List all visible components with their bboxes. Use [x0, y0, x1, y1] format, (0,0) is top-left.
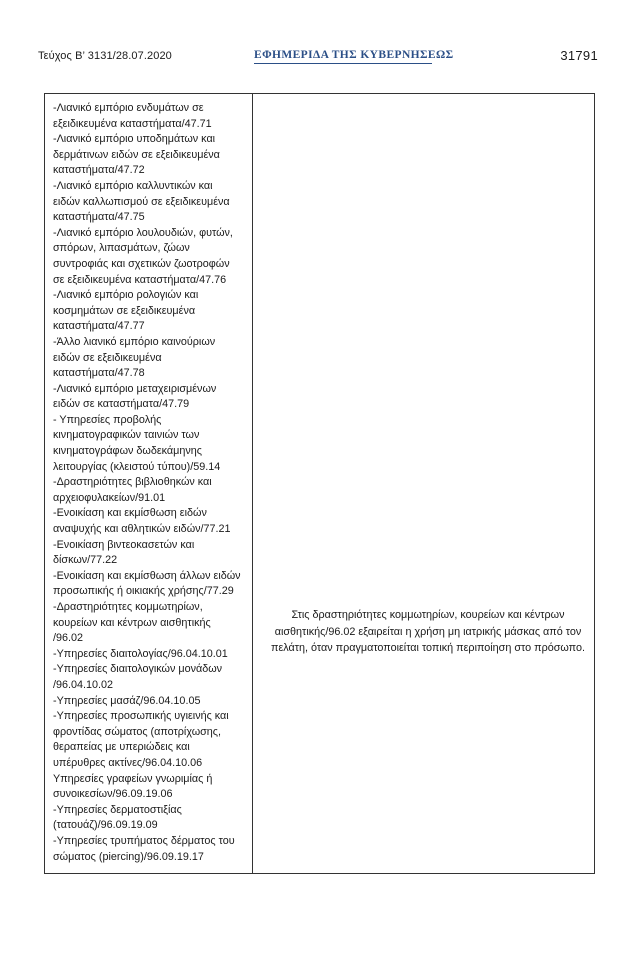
- activity-line: φροντίδας σώματος (αποτρίχωσης,: [53, 725, 222, 738]
- activity-line: -Δραστηριότητες κομμωτηρίων,: [53, 601, 203, 613]
- activity-line: εξειδικευμένα καταστήματα/47.71: [53, 117, 212, 130]
- activity-line: καταστήματα/47.78: [53, 367, 145, 380]
- activity-line: -Λιανικό εμπόριο καλλυντικών και: [53, 179, 213, 192]
- activity-entry: [53, 506, 249, 537]
- activity-line: /96.04.10.02: [53, 678, 114, 691]
- activity-entry: [53, 413, 249, 475]
- activity-line: υπέρυθρες ακτίνες/96.04.10.06: [53, 756, 203, 769]
- activity-line: - Υπηρεσίες προβολής: [53, 413, 162, 426]
- note-line: πελάτη, όταν πραγματοποιείται τοπική περιποίηση στο πρόσωπο.: [271, 642, 585, 654]
- activity-line: -Υπηρεσίες προσωπικής υγιεινής και: [53, 710, 229, 723]
- activity-entry: [53, 226, 249, 288]
- activity-line: -Ενοικίαση βιντεοκασετών και: [53, 538, 195, 551]
- note-line: αισθητικής/96.02 εξαιρείται η χρήση μη ιατρικής μάσκας από τον: [274, 625, 582, 638]
- activity-entry: [53, 803, 249, 834]
- activity-line: -Ενοικίαση και εκμίσθωση άλλων ειδών: [53, 569, 241, 582]
- activity-line: -Άλλο λιανικό εμπόριο καινούριων: [53, 335, 216, 348]
- activity-line: σώματος (piercing)/96.09.19.17: [53, 850, 204, 863]
- activity-entry: [53, 569, 249, 600]
- activity-entry: [53, 600, 249, 647]
- gazette-title: ΕΦΗΜΕΡΙΔΑ ΤΗΣ ΚΥΒΕΡΝΗΣΕΩΣ: [254, 49, 454, 61]
- activity-line: ειδών σε εξειδικευμένα: [53, 351, 162, 364]
- activity-line: -Λιανικό εμπόριο υποδημάτων και: [53, 133, 216, 146]
- activity-line: αρχειοφυλακείων/91.01: [53, 491, 166, 504]
- activity-line: -Υπηρεσίες διαιτολογικών μονάδων: [53, 663, 223, 676]
- activity-line: θεραπείας με υπεριώδεις και: [53, 741, 190, 754]
- activity-line: σε εξειδικευμένα καταστήματα/47.76: [53, 273, 227, 286]
- activity-line: Υπηρεσίες γραφείων γνωριμίας ή: [53, 772, 213, 785]
- activity-line: αναψυχής και αθλητικών ειδών/77.21: [53, 523, 231, 536]
- activity-line: καταστήματα/47.75: [53, 211, 145, 224]
- activity-line: -Ενοικίαση και εκμίσθωση ειδών: [53, 507, 207, 520]
- activity-line: -Υπηρεσίες διαιτολογίας/96.04.10.01: [53, 647, 228, 660]
- activity-entry: [53, 179, 249, 226]
- activity-line: -Λιανικό εμπόριο μεταχειρισμένων: [53, 382, 217, 395]
- activity-line: κουρείων και κέντρων αισθητικής: [53, 616, 211, 629]
- activity-line: δερμάτινων ειδών σε εξειδικευμένα: [53, 148, 220, 161]
- activities-table: [44, 93, 595, 874]
- activity-line: καταστήματα/47.72: [53, 164, 145, 177]
- activity-line: λειτουργίας (κλειστού τύπου)/59.14: [53, 460, 221, 473]
- activity-line: κοσμημάτων σε εξειδικευμένα: [53, 304, 196, 317]
- activity-line: ειδών καλλωπισμού σε εξειδικευμένα: [53, 195, 230, 208]
- activity-line: προσωπικής ή οικιακής χρήσης/77.29: [53, 585, 234, 598]
- activity-entry: [53, 694, 249, 710]
- activity-entry: [53, 101, 249, 132]
- activity-entry: [53, 335, 249, 382]
- activity-line: (τατουάζ)/96.09.19.09: [53, 819, 158, 832]
- activity-line: -Λιανικό εμπόριο ρολογιών και: [53, 289, 199, 302]
- activity-line: /96.02: [53, 632, 84, 645]
- activity-entry: [53, 475, 249, 506]
- activity-line: καταστήματα/47.77: [53, 320, 145, 333]
- activity-entry: [53, 647, 249, 663]
- activity-line: κινηματογράφων δωδεκάμηνης: [53, 445, 202, 458]
- activity-entry: [53, 288, 249, 335]
- issue-reference: Τεύχος Β’ 3131/28.07.2020: [38, 50, 172, 62]
- activity-entry: [53, 834, 249, 865]
- gazette-title-underline: [254, 63, 432, 64]
- activity-line: δίσκων/77.22: [53, 554, 118, 567]
- column-divider: [252, 94, 253, 873]
- activity-entry: [53, 709, 249, 771]
- activity-entry: [53, 772, 249, 803]
- note-line: Στις δραστηριότητες κομμωτηρίων, κουρείων και κέντρων: [291, 609, 565, 621]
- activity-line: -Υπηρεσίες δερματοστιξίας: [53, 803, 182, 816]
- activity-line: -Υπηρεσίες μασάζ/96.04.10.05: [53, 694, 201, 707]
- activity-line: κινηματογραφικών ταινιών των: [53, 429, 200, 442]
- page-header: [38, 48, 600, 66]
- page-number: 31791: [560, 48, 598, 63]
- activity-line: -Υπηρεσίες τρυπήματος δέρματος του: [53, 834, 235, 847]
- activity-line: -Λιανικό εμπόριο ενδυμάτων σε: [53, 102, 204, 114]
- activity-line: -Δραστηριότητες βιβλιοθηκών και: [53, 476, 212, 489]
- activity-line: σπόρων, λιπασμάτων, ζώων: [53, 242, 190, 255]
- activity-line: -Λιανικό εμπόριο λουλουδιών, φυτών,: [53, 226, 233, 239]
- activity-entry: [53, 382, 249, 413]
- activity-entry: [53, 132, 249, 179]
- activity-entry: [53, 538, 249, 569]
- activity-line: ειδών σε καταστήματα/47.79: [53, 398, 190, 411]
- note-column: [267, 607, 589, 657]
- activity-line: συντροφιάς και σχετικών ζωοτροφών: [53, 257, 230, 270]
- activity-line: συνοικεσίων/96.09.19.06: [53, 788, 173, 801]
- activities-column: [53, 101, 249, 865]
- activity-entry: [53, 662, 249, 693]
